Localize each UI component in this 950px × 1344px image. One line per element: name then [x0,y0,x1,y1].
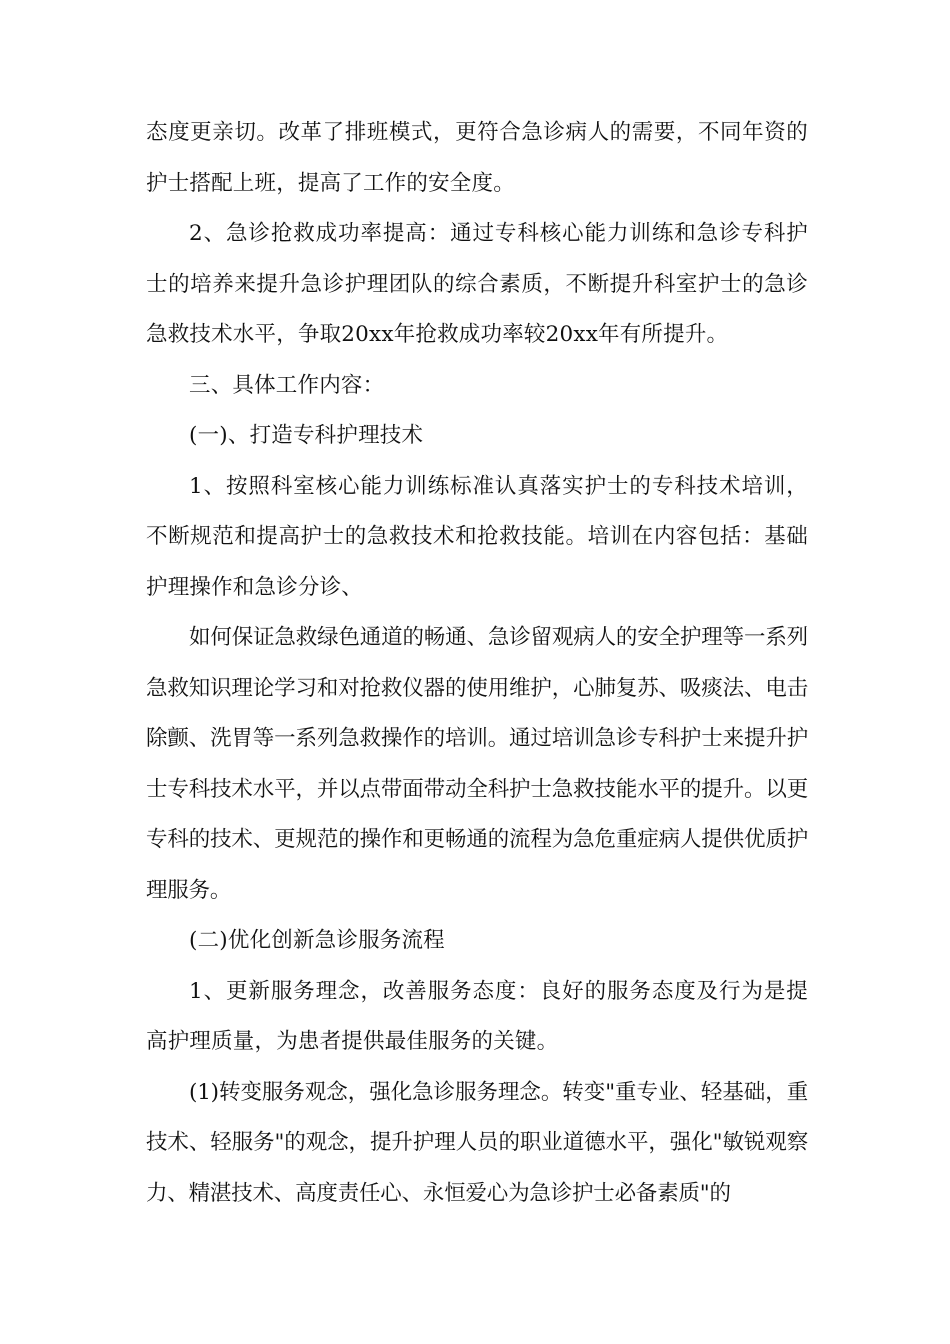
paragraph-3: 1、按照科室核心能力训练标准认真落实护士的专科技术培训，不断规范和提高护士的急救技术和抢救技能。培训在内容包括：基础护理操作和急诊分诊、 [146,473,808,600]
paragraph-4: 如何保证急救绿色通道的畅通、急诊留观病人的安全护理等一系列急救知识理论学习和对抢救仪器的使用维护，心肺复苏、吸痰法、电击除颤、洗胃等一系列急救操作的培训。通过培训急诊专科护士来提升护士专科技术水平，并以点带面带动全科护士急救技能水平的提升。以更专科的技术、更规范的操作和更畅通的流程为急危重症病人提供优质护理服务。 [146,625,808,903]
subsection-heading-2: (二)优化创新急诊服务流程 [189,928,445,953]
document-body [146,108,808,1219]
paragraph-2: 2、急诊抢救成功率提高：通过专科核心能力训练和急诊专科护士的培养来提升急诊护理团队的综合素质，不断提升科室护士的急诊急救技术水平，争取20xx年抢救成功率较20xx年有所提升。 [146,221,808,347]
paragraph-6: (1)转变服务观念，强化急诊服务理念。转变"重专业、轻基础，重技术、轻服务"的观念，提升护理人员的职业道德水平，强化"敏锐观察力、精湛技术、高度责任心、永恒爱心为急诊护士必备素质"的 [146,1079,808,1206]
paragraph-5: 1、更新服务理念，改善服务态度：良好的服务态度及行为是提高护理质量，为患者提供最佳服务的关键。 [146,978,808,1054]
section-heading-3: 三、具体工作内容： [189,372,385,398]
paragraph-1: 态度更亲切。改革了排班模式，更符合急诊病人的需要，不同年资的护士搭配上班，提高了工作的安全度。 [146,120,808,196]
subsection-heading-1: (一)、打造专科护理技术 [189,423,424,448]
